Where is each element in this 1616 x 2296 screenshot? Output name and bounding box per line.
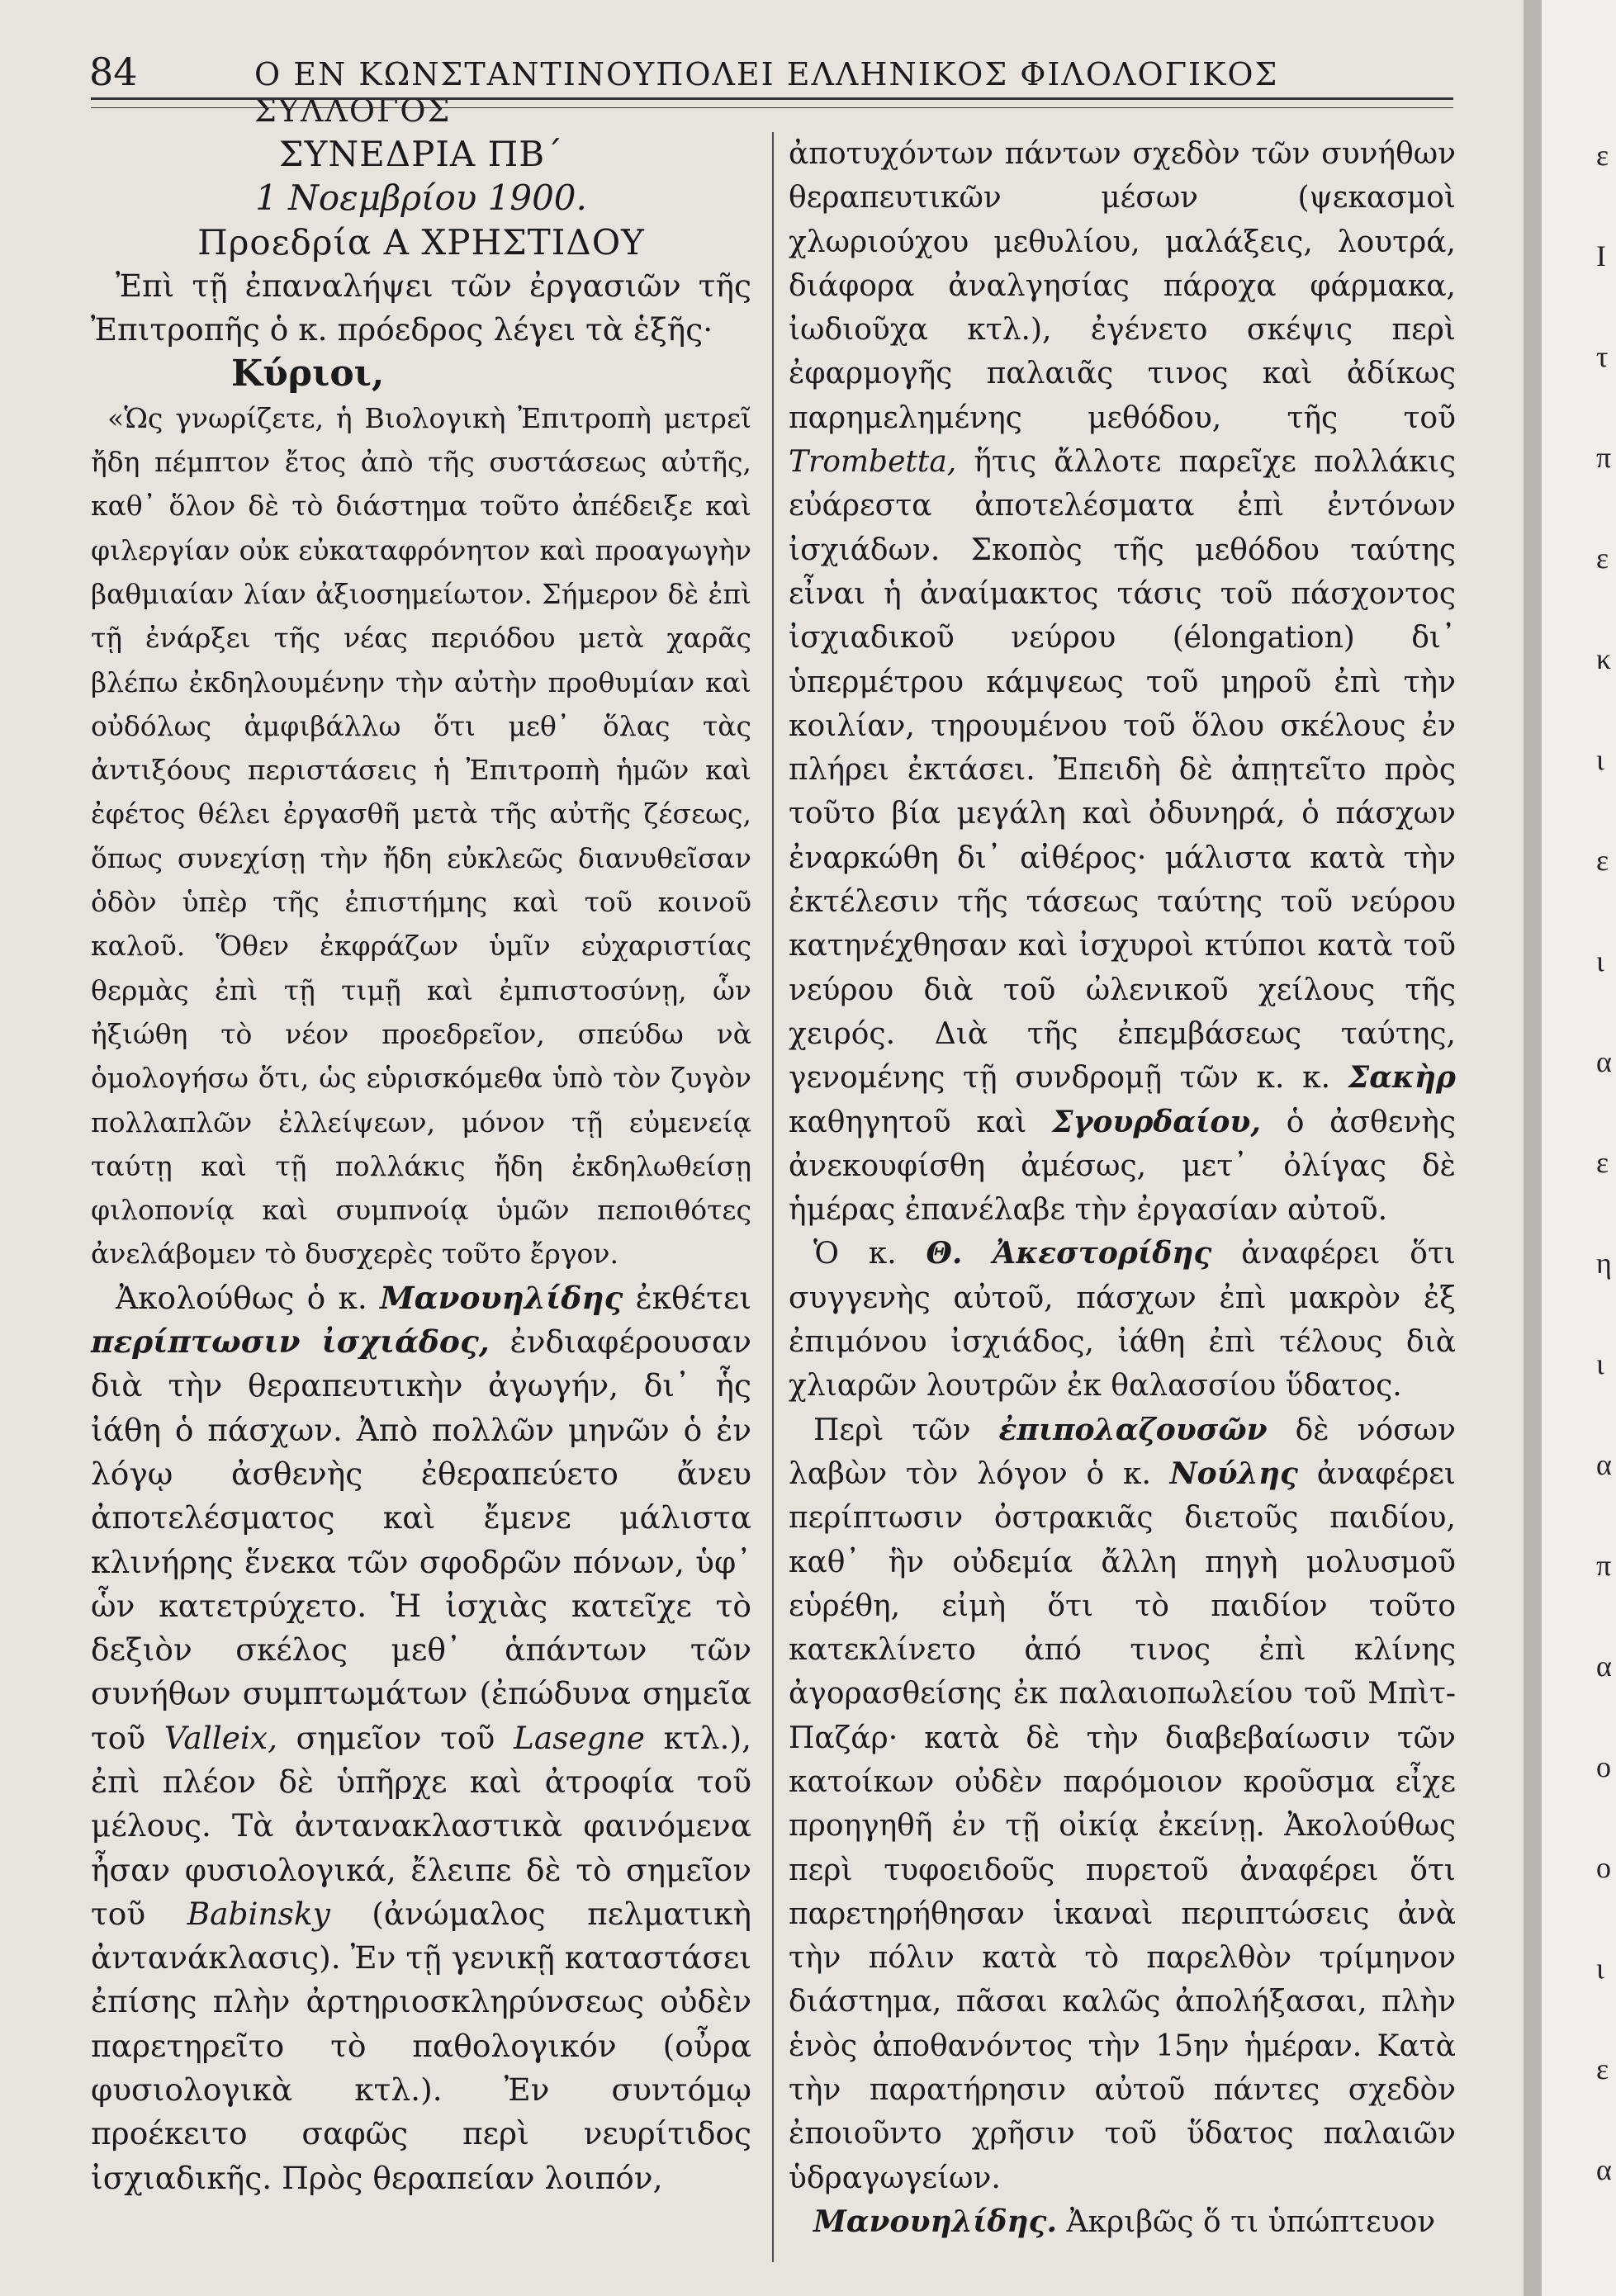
session-presidency: Προεδρία Α ΧΡΗΣΤΙΔΟΥ [197, 221, 645, 263]
facing-page-letter: α [1596, 2153, 1612, 2186]
text-fragment: δὲ νόσων λαβὼν τὸν λόγον ὁ κ. [789, 1413, 1456, 1491]
topic-term: ἐπιπολαζουσῶν [998, 1412, 1268, 1447]
facing-page-letter: ε [1596, 139, 1609, 172]
facing-page-letter: α [1596, 1650, 1612, 1683]
person-name: Σακὴρ [1348, 1060, 1456, 1096]
header-rule [91, 97, 1453, 100]
facing-page-letter: α [1596, 1448, 1612, 1481]
facing-page-letter: ο [1596, 1750, 1611, 1783]
facing-page-letter: ε [1596, 844, 1609, 877]
facing-page-letter: ι [1596, 944, 1604, 978]
facing-page-letter: ι [1596, 1952, 1604, 1985]
speaker-name: Νούλης [1169, 1456, 1298, 1491]
text-fragment: ἡμέραν. Κατὰ τὴν παρατήρησιν αὐτοῦ πάντες σχεδὸν ἐποιοῦντο χρῆσιν τοῦ ὕδατος παλαιῶν ὑδραγωγείων. [789, 2029, 1456, 2195]
facing-page-letter: ε [1596, 1146, 1609, 1179]
facing-page-letter: π [1596, 1549, 1612, 1582]
facing-page-letter: ο [1596, 1851, 1611, 1884]
noulis-paragraph [789, 1408, 1456, 2200]
ordinal: 15ην [1155, 2029, 1230, 2063]
session-title: ΣΥΝΕΔΡΙΑ ΠΒ΄ [278, 134, 564, 174]
facing-page-letter: α [1596, 1045, 1612, 1078]
facing-page-letter: η [1596, 1247, 1612, 1280]
address-heading: Κύριοι, [231, 353, 385, 395]
header-rule-thin [91, 107, 1453, 108]
text-fragment: ἀποτυχόντων πάντων σχεδὸν τῶν συνήθων θεραπευτικῶν μέσων (ψεκασμοὶ χλωριούχου μεθυλίου, μαλάξεις, λουτρά, διάφορα ἀναλγησίας πάροχα φάρμακα, ἰωδιοῦχα κτλ.), ἐγένετο σκέψις περὶ ἐφαρμογῆς παλαιᾶς τινος καὶ ἀδίκως παρημελημένης μεθόδου, τῆς τοῦ [789, 137, 1456, 435]
running-head [89, 50, 1460, 129]
facing-page-letter: ε [1596, 542, 1609, 575]
author-name: Trombetta, [789, 445, 957, 480]
text-fragment: ἥτις ἄλλοτε παρεῖχε πολλάκις εὐάρεστα ἀποτελέσματα ἐπὶ ἐντόνων ἰσχιάδων. Σκοπὸς τῆς μεθόδου ταύτης εἶναι ἡ ἀναίμακτος τάσις τοῦ πάσχοντος ἰσχιαδικοῦ νεύρου (élongation) δι᾿ ὑπερμέτρου κάμψεως τοῦ μηροῦ ἐπὶ τὴν κοιλίαν, τηρουμένου τοῦ ὅλου σκέλους ἐν πλήρει ἐκτάσει. Ἐπειδὴ δὲ ἀπῃτεῖτο πρὸς τοῦτο βία μεγάλη καὶ ὀδυνηρά, ὁ πάσχων ἐναρκώθη δι᾿ αἰθέρος· μάλιστα κατὰ τὴν ἐκτέλεσιν τῆς τάσεως ταύτης τοῦ νεύρου κατηνέχθησαν καὶ ἰσχυροὶ κτύποι κατὰ τοῦ νεύρου διὰ τοῦ ὠλενικοῦ χείλους τῆς χειρός. Διὰ τῆς ἐπεμβάσεως ταύτης, γενομένης τῇ συνδρομῇ τῶν κ. κ. [789, 445, 1456, 1096]
person-name: Σγουρδαίου, [1052, 1104, 1261, 1139]
book-gutter [1524, 0, 1542, 2296]
text-fragment: Περὶ τῶν [813, 1413, 971, 1447]
text-fragment: Ὁ κ. [813, 1237, 897, 1271]
text-fragment: ἀναφέρει ὅτι συγγενὴς αὐτοῦ, πάσχων ἐπὶ μακρὸν ἐξ ἐπιμόνου ἰσχιάδος, ἰάθη ἐπὶ τέλους διὰ χλιαρῶν λουτρῶν ἐκ θαλασσίου ὕδατος. [789, 1237, 1456, 1404]
page-number: 84 [89, 50, 138, 94]
facing-page-letter: ε [1596, 2052, 1609, 2085]
facing-page-letter: π [1596, 441, 1612, 474]
manouilidis-paragraph: Ἀκολούθως ὁ κ. Μανουηλίδης ἐκθέτει περίπτωσιν ἰσχιάδος, ἐνδιαφέρουσαν διὰ τὴν θεραπευτικὴν ἀγωγήν, δι᾿ ἧς ἰάθη ὁ πάσχων. Ἀπὸ πολλῶν μηνῶν ὁ ἐν λόγῳ ἀσθενὴς ἐθεραπεύετο ἄνευ ἀποτελέσματος καὶ ἔμενε μάλιστα κλινήρης ἕνεκα τῶν σφοδρῶν πόνων, ὑφ᾿ ὧν κατετρύχετο. Ἡ ἰσχιὰς κατεῖχε τὸ δεξιὸν σκέλος μεθ᾿ ἁπάντων τῶν συνήθων συμπτωμάτων (ἐπώδυνα σημεῖα τοῦ Valleix, σημεῖον τοῦ Lasegne κτλ.), ἐπὶ πλέον δὲ ὑπῆρχε καὶ ἀτροφία τοῦ μέλους. Τὰ ἀντανακλαστικὰ φαινόμενα ἦσαν φυσιολογικά, ἔλειπε δὲ τὸ σημεῖον τοῦ Babinsky (ἀνώμαλος πελματικὴ ἀντανάκλασις). Ἐν τῇ γενικῇ καταστάσει ἐπίσης πλὴν ἀρτηριοσκληρύνσεως οὐδὲν παρετηρεῖτο τὸ παθολογικόν (οὖρα φυσιολογικὰ κτλ.). Ἐν συντόμῳ προέκειτο σαφῶς περὶ νευρίτιδος ἰσχιαδικῆς. Πρὸς θεραπείαν λοιπόν, [91, 1279, 752, 2196]
speaker-name: Μανουηλίδης [380, 1279, 623, 1316]
speaker-name: Μανουηλίδης. [813, 2204, 1057, 2239]
facing-page-edge [1524, 0, 1616, 2296]
running-title: Ο ΕΝ ΚΩΝΣΤΑΝΤΙΝΟΥΠΟΛΕΙ ΕΛΛΗΝΙΚΟΣ ΦΙΛΟΛΟΓΙΚΟΣ ΣΥΛΛΟΓΟΣ [254, 56, 1279, 129]
intro-paragraph: Ἐπὶ τῇ ἐπαναλήψει τῶν ἐργασιῶν τῆς Ἐπιτροπῆς ὁ κ. πρόεδρος λέγει τὰ ἑξῆς· [91, 267, 751, 348]
text-fragment: ἀναφέρει περίπτωσιν ὀστρακιᾶς διετοῦς παιδίου, καθ᾿ ἣν οὐδεμία ἄλλη πηγὴ μολυσμοῦ εὑρέθη, εἰμὴ ὅτι τὸ παιδίον τοῦτο κατεκλίνετο ἀπό τινος ἐπὶ κλίνης ἀγορασθείσης ἐκ παλαιοπωλείου τοῦ Μπὶτ-Παζάρ· κατὰ δὲ τὴν διαβεβαίωσιν τῶν κατοίκων οὐδὲν παρόμοιον κροῦσμα εἶχε προηγηθῆ ἐν τῇ οἰκίᾳ ἐκείνῃ. Ἀκολούθως περὶ τυφοειδοῦς πυρετοῦ ἀναφέρει ὅτι παρετηρήθησαν ἱκαναὶ περιπτώσεις ἀνὰ τὴν πόλιν κατὰ τὸ παρελθὸν τρίμηνον διάστημα, πᾶσαι καλῶς ἀπολήξασαι, πλὴν ἑνὸς ἀποθανόντος τὴν [789, 1456, 1457, 2063]
case-title: περίπτωσιν ἰσχιάδος, [91, 1323, 490, 1361]
president-speech [91, 396, 751, 1276]
manouilidis-paragraph-continued [789, 132, 1456, 1232]
text-fragment: Ἀκριβῶς ὅ τι ὑπώπτευον [1066, 2204, 1436, 2239]
text-fragment: ὁ ἀσθενὴς ἀνεκουφίσθη ἀμέσως, μετ᾿ ὀλίγας δὲ ἡμέρας ἐπανέλαβε τὴν ἐργασίαν αὐτοῦ. [789, 1105, 1456, 1228]
facing-page-letter: τ [1596, 340, 1609, 373]
speech-text: «Ὡς γνωρίζετε, ἡ Βιολογικὴ Ἐπιτροπὴ μετρεῖ ἤδη πέμπτον ἔτος ἀπὸ τῆς συστάσεως αὐτῆς, καθ᾿ ὅλον δὲ τὸ διάστημα τοῦτο ἀπέδειξε καὶ φιλεργίαν οὐκ εὐκαταφρόνητον καὶ προαγωγὴν βαθμιαίαν λίαν ἀξιοσημείωτον. Σήμερον δὲ ἐπὶ τῇ ἐνάρξει τῆς νέας περιόδου μετὰ χαρᾶς βλέπω ἐκδηλουμένην τὴν αὐτὴν προθυμίαν καὶ οὐδόλως ἀμφιβάλλω ὅτι μεθ᾿ ὅλας τὰς ἀντιξόους περιστάσεις ἡ Ἐπιτροπὴ ἡμῶν καὶ ἐφέτος θέλει ἐργασθῆ μετὰ τῆς αὐτῆς ζέσεως, ὅπως συνεχίσῃ τὴν ἤδη εὐκλεῶς διανυθεῖσαν ὁδὸν ὑπὲρ τῆς ἐπιστήμης καὶ τοῦ κοινοῦ καλοῦ. Ὅθεν ἐκφράζων ὑμῖν εὐχαριστίας θερμὰς ἐπὶ τῇ τιμῇ καὶ ἐμπιστοσύνῃ, ὧν ἠξιώθη τὸ νέον προεδρεῖον, σπεύδω νὰ ὁμολογήσω ὅτι, ὡς εὑρισκόμεθα ὑπὸ τὸν ζυγὸν πολλαπλῶν ἐλλείψεων, μόνον τῇ εὐμενείᾳ ταύτῃ καὶ τῇ πολλάκις ἤδη ἐκδηλωθείσῃ φιλοπονίᾳ καὶ συμπνοίᾳ ὑμῶν πεποιθότες ἀνελάβομεν τὸ δυσχερὲς τοῦτο ἔργον. [91, 401, 751, 1271]
facing-page-letter: ι [1596, 743, 1604, 776]
facing-page-letter: κ [1596, 642, 1612, 675]
left-column [91, 132, 751, 2200]
session-date: 1 Νοεμβρίου 1900. [255, 178, 587, 219]
text-fragment: καθηγητοῦ καὶ [789, 1105, 1027, 1139]
facing-page-letter: Ι [1596, 239, 1606, 272]
right-column [789, 132, 1456, 2244]
speaker-name: Θ. Ἀκεστορίδης [926, 1236, 1212, 1271]
akestoridis-paragraph [789, 1232, 1456, 1408]
facing-page-letter: ι [1596, 1347, 1604, 1380]
manouilidis-reply [789, 2200, 1456, 2244]
